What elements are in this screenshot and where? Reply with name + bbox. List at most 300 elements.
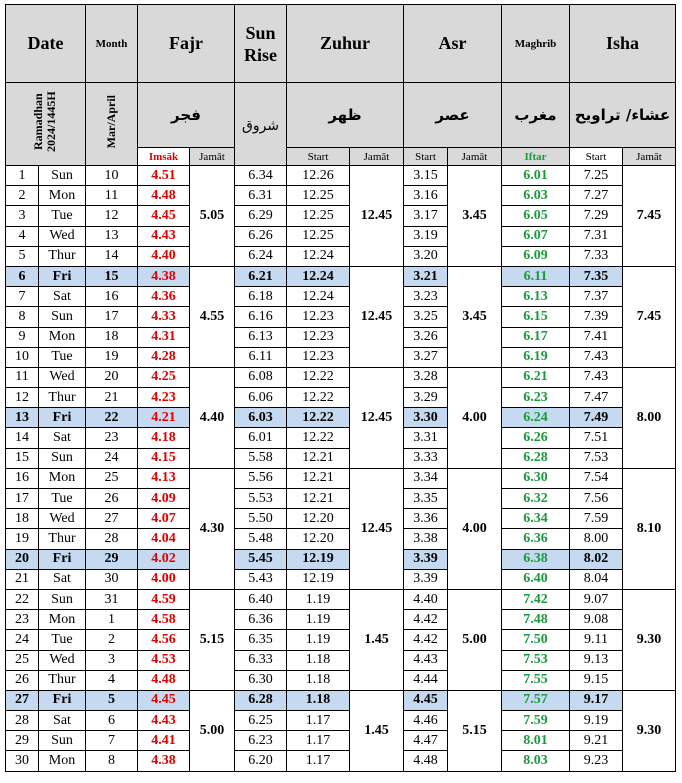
- day-name: Tue: [39, 206, 86, 226]
- month-date: 16: [86, 287, 138, 307]
- row-number: 11: [6, 367, 39, 387]
- imsak-time: 4.21: [138, 408, 190, 428]
- subheader-asr-jamat: Jamāt: [448, 148, 502, 166]
- zuhur-start: 1.17: [287, 711, 350, 731]
- zuhur-start: 12.20: [287, 509, 350, 529]
- table-row: [6, 731, 676, 751]
- asr-start: 3.30: [404, 408, 448, 428]
- sunrise-time: 6.18: [235, 287, 287, 307]
- iftar-time: 6.19: [502, 347, 570, 367]
- fajr-jamat: 4.55: [190, 266, 235, 367]
- isha-start: 9.13: [570, 650, 623, 670]
- row-number: 13: [6, 408, 39, 428]
- header-mar-april: [86, 83, 138, 166]
- asr-start: 3.23: [404, 287, 448, 307]
- table-row: [6, 670, 676, 690]
- isha-start: 7.27: [570, 186, 623, 206]
- zuhur-jamat: 1.45: [350, 589, 404, 690]
- asr-start: 4.40: [404, 589, 448, 609]
- month-date: 2: [86, 630, 138, 650]
- table-row: [6, 711, 676, 731]
- iftar-time: 6.23: [502, 388, 570, 408]
- zuhur-jamat: 12.45: [350, 367, 404, 468]
- iftar-time: 7.50: [502, 630, 570, 650]
- day-name: Sun: [39, 731, 86, 751]
- table-row: [6, 448, 676, 468]
- imsak-time: 4.43: [138, 226, 190, 246]
- subheader-iftar: Iftar: [502, 148, 570, 166]
- sunrise-time: 6.01: [235, 428, 287, 448]
- isha-start: 7.49: [570, 408, 623, 428]
- header-maghrib-ar: مغرب: [502, 83, 570, 148]
- day-name: Fri: [39, 266, 86, 286]
- asr-start: 3.39: [404, 569, 448, 589]
- sunrise-time: 6.25: [235, 711, 287, 731]
- imsak-time: 4.00: [138, 569, 190, 589]
- isha-jamat: 7.45: [623, 266, 676, 367]
- row-number: 18: [6, 509, 39, 529]
- zuhur-start: 12.26: [287, 166, 350, 186]
- zuhur-start: 12.24: [287, 287, 350, 307]
- iftar-time: 7.53: [502, 650, 570, 670]
- month-date: 14: [86, 246, 138, 266]
- row-number: 16: [6, 468, 39, 488]
- zuhur-start: 1.18: [287, 650, 350, 670]
- sunrise-time: 5.56: [235, 468, 287, 488]
- zuhur-start: 1.19: [287, 630, 350, 650]
- row-number: 23: [6, 610, 39, 630]
- asr-jamat: 3.45: [448, 266, 502, 367]
- isha-jamat: 9.30: [623, 589, 676, 690]
- isha-start: 9.19: [570, 711, 623, 731]
- iftar-time: 6.21: [502, 367, 570, 387]
- zuhur-start: 12.23: [287, 327, 350, 347]
- isha-start: 7.54: [570, 468, 623, 488]
- isha-start: 7.56: [570, 489, 623, 509]
- month-date: 13: [86, 226, 138, 246]
- header-sunrise: Sun Rise: [235, 5, 287, 83]
- asr-jamat: 5.15: [448, 690, 502, 771]
- header-month: Month: [86, 5, 138, 83]
- row-number: 12: [6, 388, 39, 408]
- asr-start: 3.21: [404, 266, 448, 286]
- isha-start: 9.15: [570, 670, 623, 690]
- imsak-time: 4.36: [138, 287, 190, 307]
- day-name: Sun: [39, 307, 86, 327]
- day-name: Thur: [39, 670, 86, 690]
- day-name: Sat: [39, 287, 86, 307]
- asr-start: 3.28: [404, 367, 448, 387]
- day-name: Mon: [39, 468, 86, 488]
- table-row: [6, 489, 676, 509]
- header-zuhur: Zuhur: [287, 5, 404, 83]
- sunrise-time: 6.16: [235, 307, 287, 327]
- zuhur-start: 12.25: [287, 186, 350, 206]
- zuhur-start: 12.23: [287, 347, 350, 367]
- isha-start: 8.02: [570, 549, 623, 569]
- fajr-jamat: 5.15: [190, 589, 235, 690]
- ramadhan-timetable: [5, 4, 676, 772]
- iftar-time: 6.28: [502, 448, 570, 468]
- asr-start: 4.46: [404, 711, 448, 731]
- iftar-time: 8.03: [502, 751, 570, 771]
- iftar-time: 6.24: [502, 408, 570, 428]
- zuhur-start: 12.24: [287, 266, 350, 286]
- iftar-time: 6.40: [502, 569, 570, 589]
- zuhur-start: 12.19: [287, 569, 350, 589]
- isha-start: 9.07: [570, 589, 623, 609]
- month-date: 5: [86, 690, 138, 710]
- imsak-time: 4.58: [138, 610, 190, 630]
- subheader-isha-start: Start: [570, 148, 623, 166]
- zuhur-start: 12.21: [287, 468, 350, 488]
- asr-jamat: 4.00: [448, 367, 502, 468]
- sunrise-time: 6.40: [235, 589, 287, 609]
- month-date: 26: [86, 489, 138, 509]
- imsak-time: 4.53: [138, 650, 190, 670]
- sunrise-time: 6.21: [235, 266, 287, 286]
- sunrise-time: 5.48: [235, 529, 287, 549]
- iftar-time: 6.38: [502, 549, 570, 569]
- asr-start: 3.36: [404, 509, 448, 529]
- header-mar-april-text: Mar/April: [104, 94, 118, 149]
- asr-start: 3.16: [404, 186, 448, 206]
- asr-start: 4.48: [404, 751, 448, 771]
- asr-start: 4.42: [404, 630, 448, 650]
- sunrise-time: 6.26: [235, 226, 287, 246]
- imsak-time: 4.40: [138, 246, 190, 266]
- zuhur-jamat: 12.45: [350, 266, 404, 367]
- month-date: 30: [86, 569, 138, 589]
- month-date: 19: [86, 347, 138, 367]
- row-number: 4: [6, 226, 39, 246]
- isha-start: 7.53: [570, 448, 623, 468]
- zuhur-jamat: 1.45: [350, 690, 404, 771]
- day-name: Mon: [39, 186, 86, 206]
- asr-jamat: 3.45: [448, 166, 502, 267]
- month-date: 11: [86, 186, 138, 206]
- imsak-time: 4.04: [138, 529, 190, 549]
- row-number: 19: [6, 529, 39, 549]
- asr-start: 4.42: [404, 610, 448, 630]
- imsak-time: 4.51: [138, 166, 190, 186]
- imsak-time: 4.02: [138, 549, 190, 569]
- asr-start: 4.44: [404, 670, 448, 690]
- sunrise-time: 5.50: [235, 509, 287, 529]
- asr-jamat: 5.00: [448, 589, 502, 690]
- row-number: 25: [6, 650, 39, 670]
- isha-start: 7.39: [570, 307, 623, 327]
- zuhur-start: 12.21: [287, 448, 350, 468]
- day-name: Fri: [39, 549, 86, 569]
- isha-start: 7.33: [570, 246, 623, 266]
- subheader-asr-start: Start: [404, 148, 448, 166]
- day-name: Sun: [39, 589, 86, 609]
- sunrise-time: 5.58: [235, 448, 287, 468]
- iftar-time: 6.03: [502, 186, 570, 206]
- row-number: 29: [6, 731, 39, 751]
- header-ramadhan-text: Ramadhan 2024/1445H: [30, 91, 58, 152]
- imsak-time: 4.33: [138, 307, 190, 327]
- day-name: Thur: [39, 246, 86, 266]
- subheader-zuhur-start: Start: [287, 148, 350, 166]
- row-number: 1: [6, 166, 39, 186]
- sunrise-time: 6.36: [235, 610, 287, 630]
- iftar-time: 6.11: [502, 266, 570, 286]
- table-row: [6, 408, 676, 428]
- sunrise-time: 6.24: [235, 246, 287, 266]
- asr-start: 3.20: [404, 246, 448, 266]
- header-maghrib: Maghrib: [502, 5, 570, 83]
- fajr-jamat: 5.00: [190, 690, 235, 771]
- imsak-time: 4.48: [138, 186, 190, 206]
- zuhur-start: 1.19: [287, 589, 350, 609]
- iftar-time: 6.34: [502, 509, 570, 529]
- day-name: Fri: [39, 408, 86, 428]
- month-date: 24: [86, 448, 138, 468]
- imsak-time: 4.31: [138, 327, 190, 347]
- table-row: [6, 367, 676, 387]
- month-date: 29: [86, 549, 138, 569]
- sunrise-time: 6.31: [235, 186, 287, 206]
- isha-start: 8.04: [570, 569, 623, 589]
- isha-start: 7.35: [570, 266, 623, 286]
- month-date: 12: [86, 206, 138, 226]
- month-date: 7: [86, 731, 138, 751]
- zuhur-start: 12.22: [287, 367, 350, 387]
- row-number: 3: [6, 206, 39, 226]
- zuhur-start: 12.25: [287, 206, 350, 226]
- asr-start: 3.35: [404, 489, 448, 509]
- table-row: [6, 610, 676, 630]
- month-date: 23: [86, 428, 138, 448]
- table-row: [6, 327, 676, 347]
- month-date: 20: [86, 367, 138, 387]
- table-row: [6, 266, 676, 286]
- table-row: [6, 509, 676, 529]
- isha-start: 9.08: [570, 610, 623, 630]
- header-fajr: Fajr: [138, 5, 235, 83]
- iftar-time: 6.30: [502, 468, 570, 488]
- month-date: 4: [86, 670, 138, 690]
- asr-start: 3.27: [404, 347, 448, 367]
- asr-start: 4.43: [404, 650, 448, 670]
- zuhur-start: 12.23: [287, 307, 350, 327]
- isha-start: 7.43: [570, 347, 623, 367]
- table-row: [6, 388, 676, 408]
- row-number: 28: [6, 711, 39, 731]
- header-row-english: [6, 5, 676, 83]
- header-sunrise-ar: شروق: [235, 83, 287, 166]
- row-number: 30: [6, 751, 39, 771]
- isha-start: 7.37: [570, 287, 623, 307]
- header-asr-ar: عصر: [404, 83, 502, 148]
- zuhur-start: 1.18: [287, 690, 350, 710]
- imsak-time: 4.48: [138, 670, 190, 690]
- day-name: Mon: [39, 610, 86, 630]
- isha-jamat: 8.00: [623, 367, 676, 468]
- zuhur-start: 12.21: [287, 489, 350, 509]
- table-row: [6, 287, 676, 307]
- isha-start: 9.11: [570, 630, 623, 650]
- asr-start: 4.47: [404, 731, 448, 751]
- day-name: Mon: [39, 751, 86, 771]
- subheader-isha-jamat: Jamāt: [623, 148, 676, 166]
- table-row: [6, 690, 676, 710]
- header-date: Date: [6, 5, 86, 83]
- row-number: 9: [6, 327, 39, 347]
- sunrise-time: 6.08: [235, 367, 287, 387]
- asr-start: 3.25: [404, 307, 448, 327]
- isha-start: 7.41: [570, 327, 623, 347]
- month-date: 28: [86, 529, 138, 549]
- row-number: 24: [6, 630, 39, 650]
- day-name: Wed: [39, 509, 86, 529]
- iftar-time: 6.32: [502, 489, 570, 509]
- asr-start: 3.26: [404, 327, 448, 347]
- asr-start: 4.45: [404, 690, 448, 710]
- isha-jamat: 9.30: [623, 690, 676, 771]
- isha-start: 7.25: [570, 166, 623, 186]
- asr-start: 3.19: [404, 226, 448, 246]
- header-isha-ar: عشاء/ تراويح: [570, 83, 676, 148]
- asr-start: 3.33: [404, 448, 448, 468]
- day-name: Sun: [39, 448, 86, 468]
- zuhur-start: 1.19: [287, 610, 350, 630]
- month-date: 17: [86, 307, 138, 327]
- zuhur-start: 1.17: [287, 751, 350, 771]
- day-name: Mon: [39, 327, 86, 347]
- month-date: 21: [86, 388, 138, 408]
- row-number: 20: [6, 549, 39, 569]
- day-name: Wed: [39, 226, 86, 246]
- subheader-zuhur-jamat: Jamāt: [350, 148, 404, 166]
- imsak-time: 4.45: [138, 206, 190, 226]
- imsak-time: 4.15: [138, 448, 190, 468]
- asr-start: 3.29: [404, 388, 448, 408]
- zuhur-start: 12.19: [287, 549, 350, 569]
- imsak-time: 4.56: [138, 630, 190, 650]
- sunrise-time: 6.13: [235, 327, 287, 347]
- isha-start: 7.47: [570, 388, 623, 408]
- isha-start: 7.29: [570, 206, 623, 226]
- row-number: 6: [6, 266, 39, 286]
- imsak-time: 4.18: [138, 428, 190, 448]
- day-name: Wed: [39, 367, 86, 387]
- isha-start: 7.59: [570, 509, 623, 529]
- iftar-time: 6.09: [502, 246, 570, 266]
- table-row: [6, 589, 676, 609]
- iftar-time: 7.55: [502, 670, 570, 690]
- fajr-jamat: 5.05: [190, 166, 235, 267]
- zuhur-start: 12.22: [287, 408, 350, 428]
- row-number: 10: [6, 347, 39, 367]
- row-number: 7: [6, 287, 39, 307]
- table-row: [6, 186, 676, 206]
- sunrise-time: 6.06: [235, 388, 287, 408]
- sunrise-time: 6.35: [235, 630, 287, 650]
- row-number: 15: [6, 448, 39, 468]
- isha-start: 8.00: [570, 529, 623, 549]
- asr-start: 3.15: [404, 166, 448, 186]
- table-row: [6, 246, 676, 266]
- table-row: [6, 630, 676, 650]
- asr-start: 3.34: [404, 468, 448, 488]
- imsak-time: 4.09: [138, 489, 190, 509]
- zuhur-jamat: 12.45: [350, 468, 404, 589]
- month-date: 25: [86, 468, 138, 488]
- day-name: Sat: [39, 711, 86, 731]
- subheader-fajr-jamat: Jamāt: [190, 148, 235, 166]
- table-row: [6, 529, 676, 549]
- isha-start: 9.23: [570, 751, 623, 771]
- imsak-time: 4.13: [138, 468, 190, 488]
- asr-start: 3.39: [404, 549, 448, 569]
- sunrise-time: 6.23: [235, 731, 287, 751]
- iftar-time: 7.59: [502, 711, 570, 731]
- sunrise-time: 6.20: [235, 751, 287, 771]
- imsak-time: 4.45: [138, 690, 190, 710]
- isha-jamat: 8.10: [623, 468, 676, 589]
- month-date: 6: [86, 711, 138, 731]
- zuhur-start: 12.25: [287, 226, 350, 246]
- row-number: 8: [6, 307, 39, 327]
- row-number: 2: [6, 186, 39, 206]
- iftar-time: 6.17: [502, 327, 570, 347]
- row-number: 17: [6, 489, 39, 509]
- isha-start: 7.43: [570, 367, 623, 387]
- isha-start: 7.51: [570, 428, 623, 448]
- asr-start: 3.31: [404, 428, 448, 448]
- asr-jamat: 4.00: [448, 468, 502, 589]
- header-row-arabic: [6, 83, 676, 148]
- table-row: [6, 307, 676, 327]
- row-number: 21: [6, 569, 39, 589]
- zuhur-jamat: 12.45: [350, 166, 404, 267]
- table-row: [6, 206, 676, 226]
- table-row: [6, 549, 676, 569]
- day-name: Thur: [39, 529, 86, 549]
- day-name: Tue: [39, 630, 86, 650]
- isha-start: 7.31: [570, 226, 623, 246]
- header-asr: Asr: [404, 5, 502, 83]
- iftar-time: 7.42: [502, 589, 570, 609]
- table-row: [6, 226, 676, 246]
- zuhur-start: 12.24: [287, 246, 350, 266]
- zuhur-start: 1.18: [287, 670, 350, 690]
- iftar-time: 6.36: [502, 529, 570, 549]
- day-name: Wed: [39, 650, 86, 670]
- table-row: [6, 468, 676, 488]
- zuhur-start: 12.22: [287, 428, 350, 448]
- day-name: Sat: [39, 428, 86, 448]
- month-date: 27: [86, 509, 138, 529]
- row-number: 26: [6, 670, 39, 690]
- sunrise-time: 5.45: [235, 549, 287, 569]
- fajr-jamat: 4.30: [190, 468, 235, 589]
- asr-start: 3.38: [404, 529, 448, 549]
- month-date: 18: [86, 327, 138, 347]
- imsak-time: 4.59: [138, 589, 190, 609]
- iftar-time: 8.01: [502, 731, 570, 751]
- iftar-time: 7.48: [502, 610, 570, 630]
- imsak-time: 4.25: [138, 367, 190, 387]
- subheader-imsak: Imsāk: [138, 148, 190, 166]
- imsak-time: 4.43: [138, 711, 190, 731]
- day-name: Tue: [39, 347, 86, 367]
- iftar-time: 6.13: [502, 287, 570, 307]
- sunrise-time: 6.28: [235, 690, 287, 710]
